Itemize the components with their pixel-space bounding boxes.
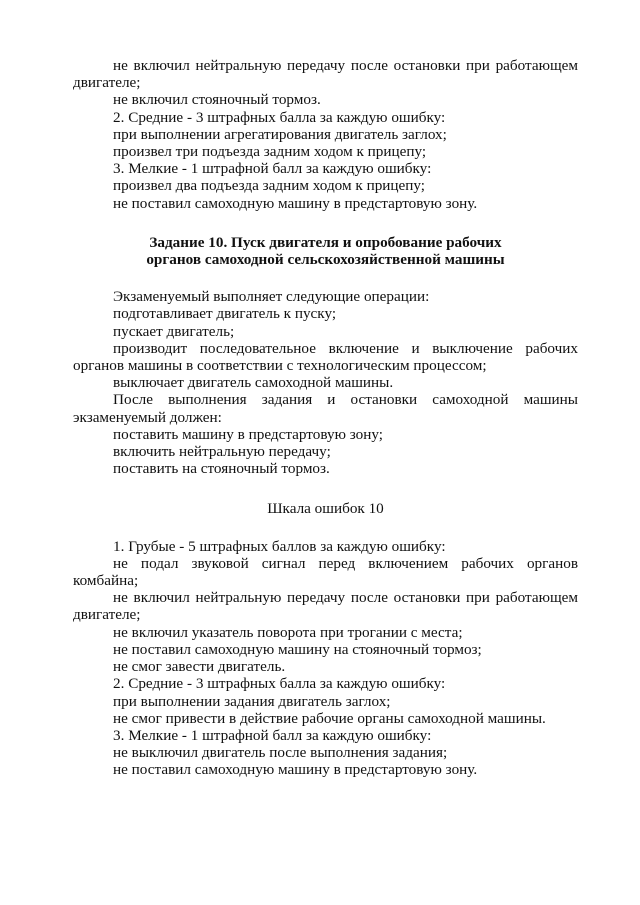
paragraph: не включил стояночный тормоз. — [113, 91, 321, 109]
paragraph: не включил нейтральную передачу после остановки при работающем двигателе; — [73, 589, 578, 624]
paragraph: После выполнения задания и остановки самоходной машины экзаменуемый должен: — [73, 391, 578, 426]
paragraph: Экзаменуемый выполняет следующие операции: — [113, 288, 430, 306]
heading-line: Задание 10. Пуск двигателя и опробование рабочих — [149, 233, 502, 251]
paragraph: 3. Мелкие - 1 штрафной балл за каждую ошибку: — [113, 160, 432, 178]
paragraph: не включил указатель поворота при трогании с места; — [113, 623, 463, 641]
paragraph: не смог завести двигатель. — [113, 658, 286, 676]
paragraph: включить нейтральную передачу; — [113, 443, 331, 461]
paragraph: произвел два подъезда задним ходом к прицепу; — [113, 177, 426, 195]
paragraph: не подал звуковой сигнал перед включением рабочих органов комбайна; — [73, 554, 578, 590]
paragraph: не выключил двигатель после выполнения задания; — [113, 744, 448, 762]
paragraph: 3. Мелкие - 1 штрафной балл за каждую ошибку: — [113, 726, 432, 744]
paragraph: произвел три подъезда задним ходом к прицепу; — [113, 143, 427, 161]
scale-title: Шкала ошибок 10 — [267, 500, 384, 518]
paragraph: подготавливает двигатель к пуску; — [113, 305, 337, 323]
paragraph: не включил нейтральную передачу после остановки при работающем двигателе; — [73, 57, 578, 92]
paragraph: пускает двигатель; — [113, 322, 235, 340]
paragraph: при выполнении задания двигатель заглох; — [113, 692, 391, 710]
paragraph: 2. Средние - 3 штрафных балла за каждую ошибку: — [113, 675, 446, 693]
heading-line: органов самоходной сельскохозяйственной машины — [146, 251, 505, 269]
paragraph: при выполнении агрегатирования двигатель заглох; — [113, 125, 447, 143]
document-body — [73, 57, 578, 779]
paragraph: производит последовательное включение и выключение рабочих органов машины в соответствии с технологическим процессом; — [73, 339, 578, 375]
paragraph: поставить машину в предстартовую зону; — [113, 425, 383, 443]
paragraph: не смог привести в действие рабочие органы самоходной машины. — [113, 709, 546, 727]
paragraph: 2. Средние - 3 штрафных балла за каждую ошибку: — [113, 108, 446, 126]
paragraph: не поставил самоходную машину на стояночный тормоз; — [113, 640, 482, 658]
section-heading — [73, 234, 578, 268]
paragraph: 1. Грубые - 5 штрафных баллов за каждую ошибку: — [113, 537, 446, 555]
paragraph: поставить на стояночный тормоз. — [113, 460, 330, 478]
paragraph: выключает двигатель самоходной машины. — [113, 374, 394, 392]
paragraph: не поставил самоходную машину в предстартовую зону. — [113, 194, 478, 212]
paragraph: не поставил самоходную машину в предстартовую зону. — [113, 761, 478, 779]
